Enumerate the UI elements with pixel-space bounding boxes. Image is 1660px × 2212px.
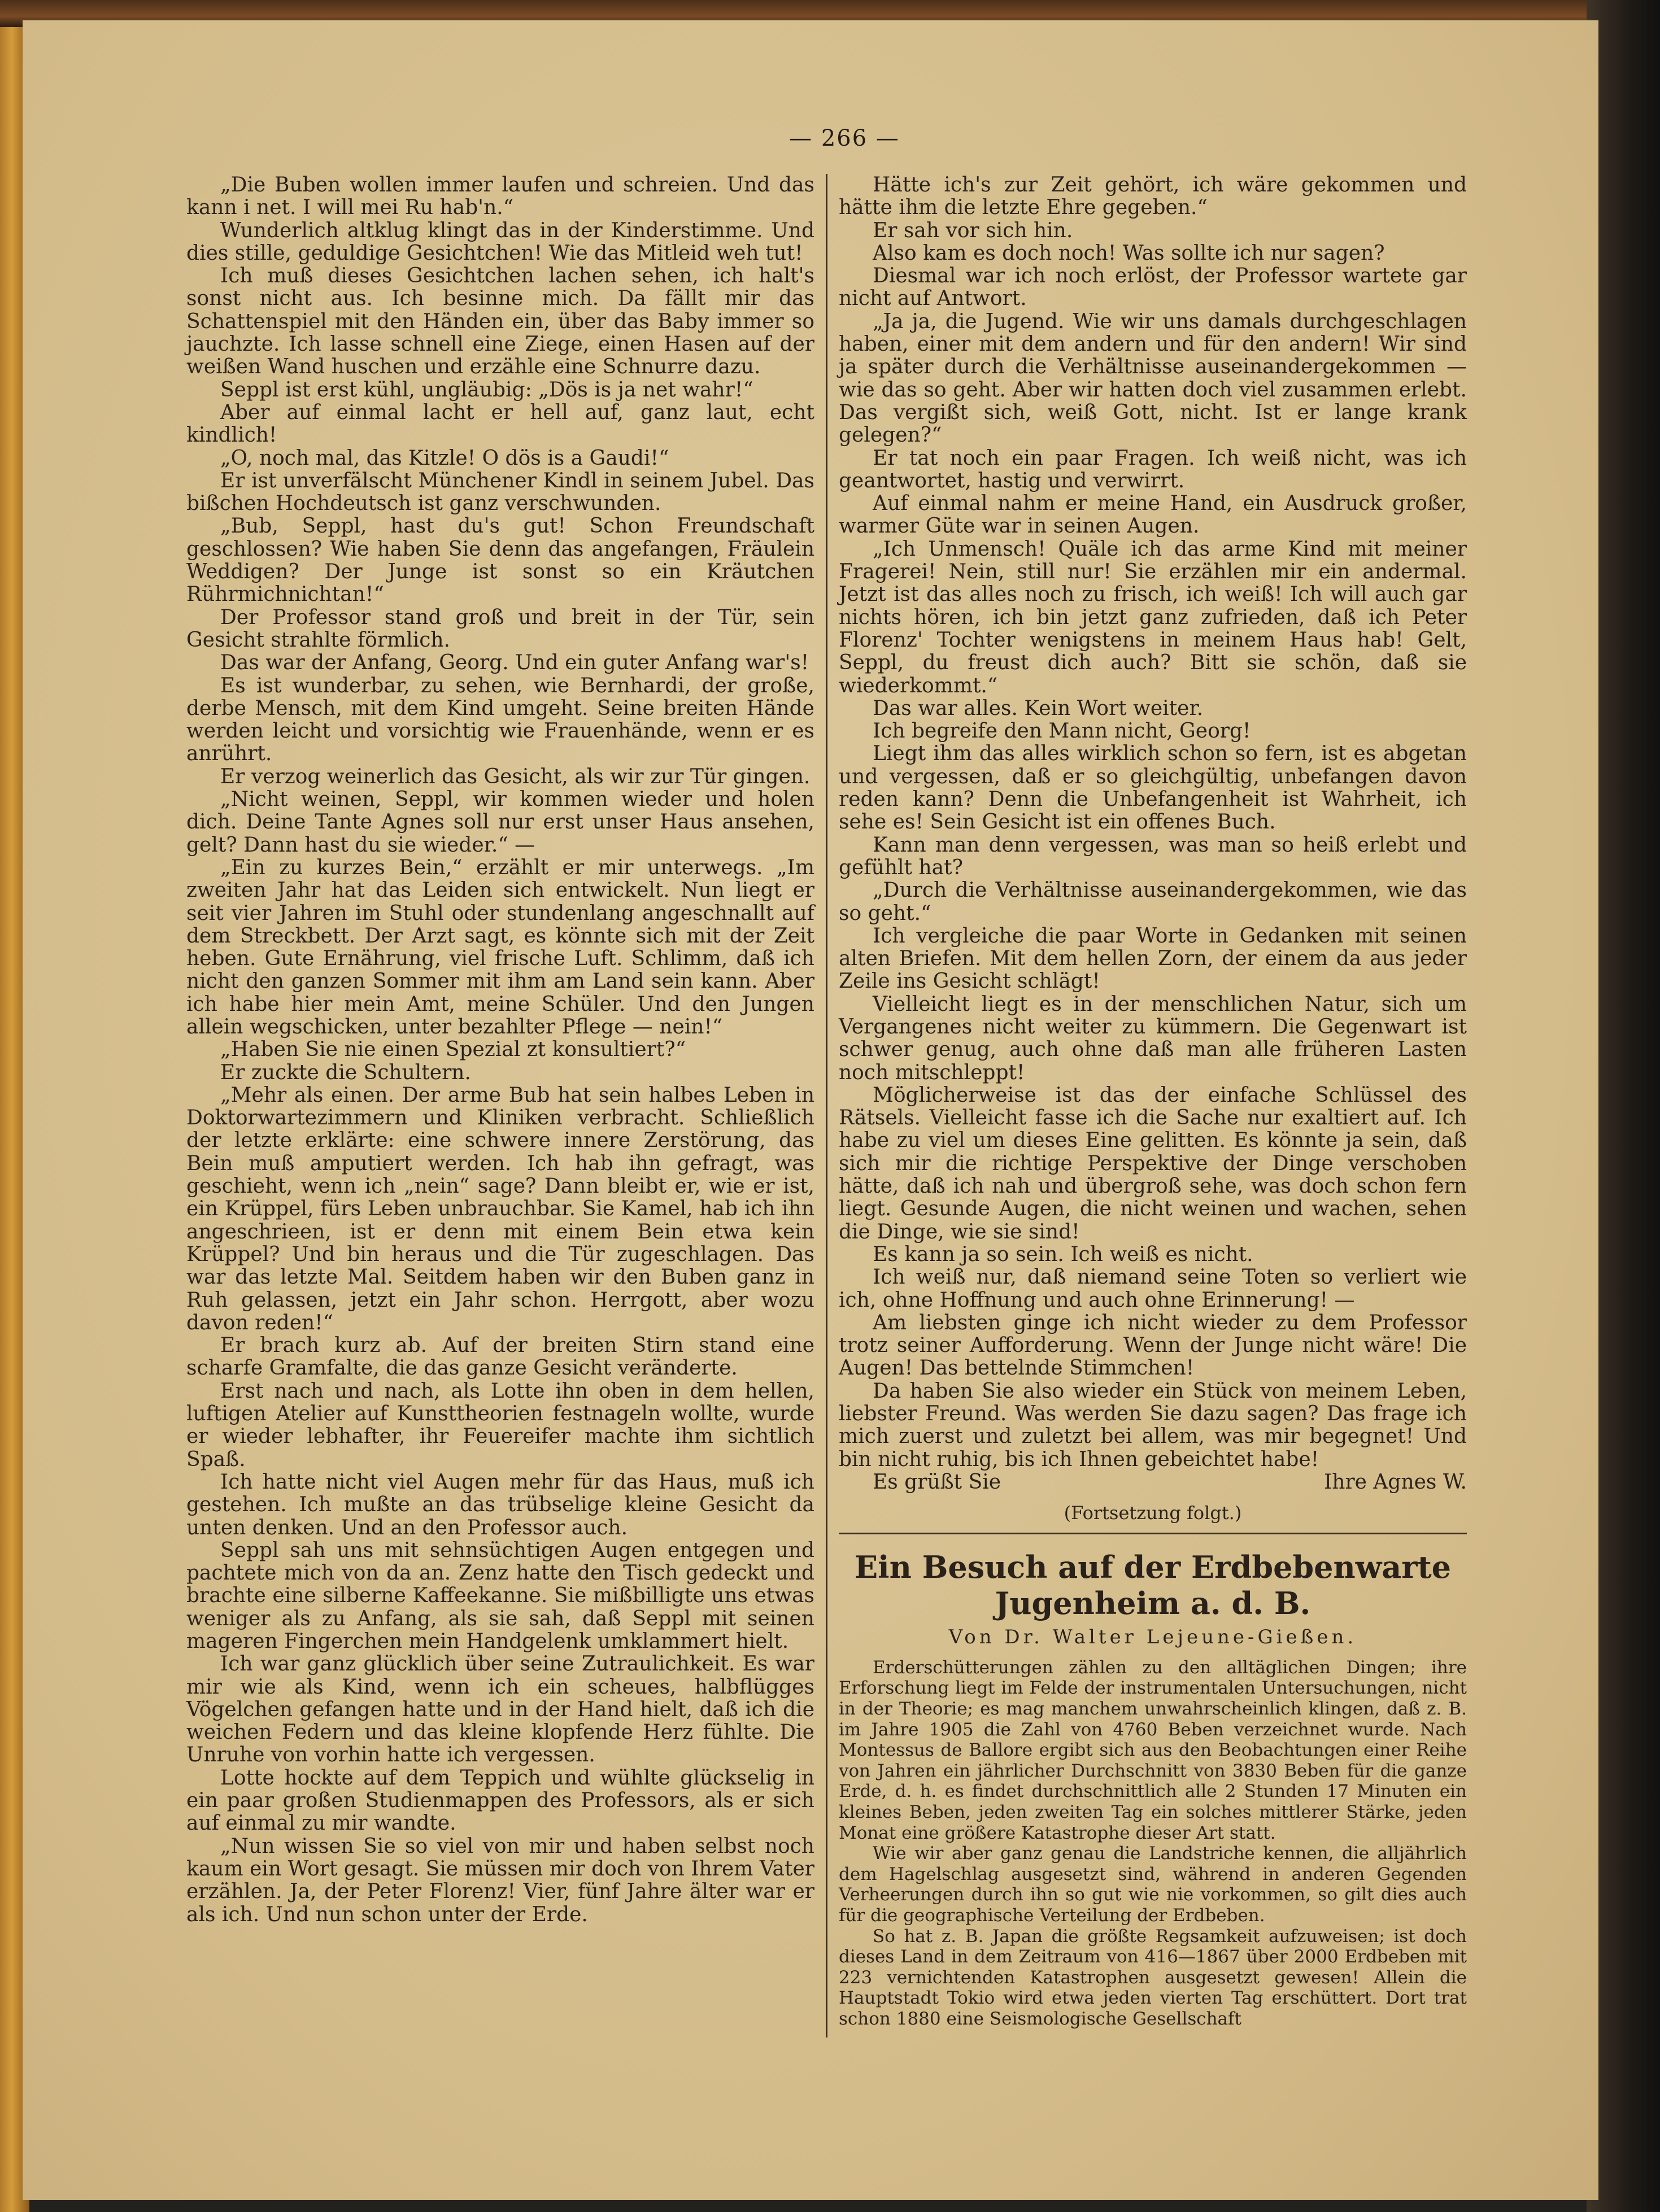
paragraph: „Nun wissen Sie so viel von mir und haben selbst noch kaum ein Wort gesagt. Sie müssen mir doch von Ihrem Vater erzählen. Ja, der Peter Florenz! Vier, fünf Jahre älter war er als ich. Und nun schon unter der Erde. xyxy=(186,1834,814,1926)
paragraph: Der Professor stand groß und breit in der Tür, sein Gesicht strahlte förmlich. xyxy=(186,605,814,652)
paragraph: Aber auf einmal lacht er hell auf, ganz laut, echt kindlich! xyxy=(186,400,814,447)
paragraph: Diesmal war ich noch erlöst, der Professor wartete gar nicht auf Antwort. xyxy=(839,264,1467,311)
right-column xyxy=(839,174,1467,2030)
article-byline: Von Dr. Walter Lejeune-Gießen. xyxy=(948,1625,1357,1648)
paragraph: Ich war ganz glücklich über seine Zutraulichkeit. Es war mir wie als Kind, wenn ich ein scheues, halbflügges Vögelchen gefangen hatte und in der Hand hielt, daß ich die weichen Federn und das kleine klopfende Herz fühlte. Die Unruhe von vorhin hatte ich vergessen. xyxy=(186,1652,814,1767)
paragraph: Kann man denn vergessen, was man so heiß erlebt und gefühlt hat? xyxy=(839,833,1467,879)
paragraph: So hat z. B. Japan die größte Regsamkeit aufzuweisen; ist doch dieses Land in dem Zeitraum von 416—1867 über 2000 Erdbeben mit 223 vernichtenden Katastrophen ausgesetzt gewesen! Allein die Hauptstadt Tokio wird etwa jeden vierten Tag erschüttert. Dort trat schon 1880 eine Seismologische Gesellschaft xyxy=(839,1926,1467,2029)
page-number: — 266 — xyxy=(789,125,900,151)
paragraph: Vielleicht liegt es in der menschlichen Natur, sich um Vergangenes nicht weiter zu kümmern. Die Gegenwart ist schwer genug, auch ohne daß man alle früheren Lasten noch mitschleppt! xyxy=(839,992,1467,1084)
greeting-signature: Ihre Agnes W. xyxy=(1324,1470,1467,1494)
paragraph: Da haben Sie also wieder ein Stück von meinem Leben, liebster Freund. Was werden Sie dazu sagen? Das frage ich mich zuerst und zuletzt bei allem, was mir begegnet! Und bin nicht ruhig, bis ich Ihnen gebeichtet habe! xyxy=(839,1379,1467,1471)
paragraph: Möglicherweise ist das der einfache Schlüssel des Rätsels. Vielleicht fasse ich die Sache nur exaltiert auf. Ich habe zu viel um dieses Eine gelitten. Es könnte ja sein, daß sich mir die richtige Perspektive der Dinge verschoben hätte, daß ich nah und übergroß sehe, was doch schon fern liegt. Gesunde Augen, die nicht weinen und wachen, sehen die Dinge, wie sie sind! xyxy=(839,1083,1467,1244)
paragraph: „Die Buben wollen immer laufen und schreien. Und das kann i net. I will mei Ru hab'n.“ xyxy=(186,173,814,220)
paragraph: „O, noch mal, das Kitzle! O dös is a Gaudi!“ xyxy=(220,446,669,470)
paragraph: Das war alles. Kein Wort weiter. xyxy=(873,696,1204,720)
article-title: Ein Besuch auf der Erdbebenwarte Jugenheim a. d. B. xyxy=(854,1548,1452,1621)
paragraph: Seppl ist erst kühl, ungläubig: „Dös is ja net wahr!“ xyxy=(220,378,753,402)
paragraph: „Mehr als einen. Der arme Bub hat sein halbes Leben in Doktorwartezimmern und Kliniken verbracht. Schließlich der letzte erklärte: eine schwere innere Zerstörung, das Bein muß amputiert werden. Ich hab ihn gefragt, was geschieht, wenn ich „nein“ sage? Dann bleibt er, wie er ist, ein Krüppel, fürs Leben unbrauchbar. Sie Kamel, hab ich ihn angeschrieen, ist er denn mit einem Bein etwa kein Krüppel? Und bin heraus und die Tür zugeschlagen. Das war das letzte Mal. Seitdem haben wir den Buben ganz in Ruh gelassen, jetzt ein Jahr schon. Herrgott, aber wozu davon reden!“ xyxy=(186,1083,814,1334)
paragraph: Ich weiß nur, daß niemand seine Toten so verliert wie ich, ohne Hoffnung und auch ohne Erinnerung! — xyxy=(839,1266,1467,1312)
paragraph: Er ist unverfälscht Münchener Kindl in seinem Jubel. Das bißchen Hochdeutsch ist ganz verschwunden. xyxy=(186,469,814,516)
paragraph: Er sah vor sich hin. xyxy=(873,219,1073,242)
paragraph: „Durch die Verhältnisse auseinandergekommen, wie das so geht.“ xyxy=(839,879,1467,925)
paragraph: Erderschütterungen zählen zu den alltäglichen Dingen; ihre Erforschung liegt im Felde der instrumentalen Untersuchungen, nicht in der Theorie; es mag manchem unwahrscheinlich klingen, daß z. B. im Jahre 1905 die Zahl von 4760 Beben verzeichnet wurde. Nach Montessus de Ballore ergibt sich aus den Beobachtungen einer Reihe von Jahren ein jährlicher Durchschnitt von 3830 Beben für die ganze Erde, d. h. es findet durchschnittlich alle 2 Stunden 17 Minuten ein kleines Beben, jeden zweiten Tag ein solches mittlerer Stärke, jeden Monat eine größere Katastrophe dieser Art statt. xyxy=(839,1657,1467,1843)
article-body xyxy=(839,1657,1467,2030)
paragraph: Er brach kurz ab. Auf der breiten Stirn stand eine scharfe Gramfalte, die das ganze Gesicht veränderte. xyxy=(186,1334,814,1380)
paragraph: Erst nach und nach, als Lotte ihn oben in dem hellen, luftigen Atelier auf Kunsttheorien festnageln wollte, wurde er wieder lebhafter, ihr Feuereifer machte ihm sichtlich Spaß. xyxy=(186,1379,814,1471)
paragraph: Wunderlich altklug klingt das in der Kinderstimme. Und dies stille, geduldige Gesichtchen! Wie das Mitleid weh tut! xyxy=(186,219,814,265)
left-column xyxy=(186,174,814,1926)
continuation-note: (Fortsetzung folgt.) xyxy=(1064,1502,1242,1524)
paragraph: Auf einmal nahm er meine Hand, ein Ausdruck großer, warmer Güte war in seinen Augen. xyxy=(839,492,1467,538)
paragraph: „Ja ja, die Jugend. Wie wir uns damals durchgeschlagen haben, einer mit dem andern und für den andern! Wir sind ja später durch die Verhältnisse auseinandergekommen — wie das so geht. Aber wir hatten doch viel zusammen erlebt. Das vergißt sich, weiß Gott, nicht. Ist er lange krank gelegen?“ xyxy=(839,309,1467,447)
paragraph: Ich hatte nicht viel Augen mehr für das Haus, muß ich gestehen. Ich mußte an das trübselige kleine Gesicht da unten denken. Und an den Professor auch. xyxy=(186,1470,814,1539)
paragraph: Lotte hockte auf dem Teppich und wühlte glückselig in ein paar großen Studienmappen des Professors, als er sich auf einmal zu mir wandte. xyxy=(186,1766,814,1835)
paragraph: Ich muß dieses Gesichtchen lachen sehen, ich halt's sonst nicht aus. Ich besinne mich. Da fällt mir das Schattenspiel mit den Händen ein, über das Baby immer so jauchzte. Ich lasse schnell eine Ziege, einen Hasen auf der weißen Wand huschen und erzähle eine Schnurre dazu. xyxy=(186,264,814,379)
paragraph: Es ist wunderbar, zu sehen, wie Bernhardi, der große, derbe Mensch, mit dem Kind umgeht. Seine breiten Hände werden leicht und vorsichtig wie Frauenhände, wenn er es anrührt. xyxy=(186,674,814,766)
paragraph: „Haben Sie nie einen Spezial zt konsultiert?“ xyxy=(220,1038,686,1062)
paragraph: Wie wir aber ganz genau die Landstriche kennen, die alljährlich dem Hagelschlag ausgesetzt sind, während in anderen Gegenden Verheerungen durch ihn so gut wie nie vorkommen, so gilt dies auch für die geographische Verteilung der Erdbeben. xyxy=(839,1843,1467,1926)
right-column-paragraphs xyxy=(839,174,1467,1471)
paragraph: Er zuckte die Schultern. xyxy=(220,1061,471,1084)
paragraph: Er verzog weinerlich das Gesicht, als wir zur Tür gingen. xyxy=(220,765,811,788)
paragraph: „Ich Unmensch! Quäle ich das arme Kind mit meiner Fragerei! Nein, still nur! Sie erzählen mir ein andermal. Jetzt ist das alles noch zu frisch, ich weiß! Ich will auch gar nichts hören, ich bin jetzt ganz zufrieden, daß ich Peter Florenz' Tochter wenigstens in meinem Haus hab! Gelt, Seppl, du freust dich auch? Bitt sie schön, daß sie wiederkommt.“ xyxy=(839,537,1467,697)
paragraph: Ich vergleiche die paar Worte in Gedanken mit seinen alten Briefen. Mit dem hellen Zorn, der einem da aus jeder Zeile ins Gesicht schlägt! xyxy=(839,924,1467,993)
column-divider xyxy=(826,174,827,2038)
paragraph: Seppl sah uns mit sehnsüchtigen Augen entgegen und pachtete mich von da an. Zenz hatte den Tisch gedeckt und brachte eine silberne Kaffeekanne. Sie mißbilligte uns etwas weniger als zu Anfang, als sie sah, daß Seppl mit seinen mageren Fingerchen mein Handgelenk umklammert hielt. xyxy=(186,1538,814,1653)
paragraph: „Bub, Seppl, hast du's gut! Schon Freundschaft geschlossen? Wie haben Sie denn das angefangen, Fräulein Weddigen? Der Junge ist sonst so ein Kräutchen Rührmichnichtan!“ xyxy=(186,514,814,607)
paragraph: „Ein zu kurzes Bein,“ erzählt er mir unterwegs. „Im zweiten Jahr hat das Leiden sich entwickelt. Nun liegt er seit vier Jahren im Stuhl oder stundenlang angeschnallt auf dem Streckbett. Der Arzt sagt, es könnte sich mit der Zeit heben. Gute Ernährung, viel frische Luft. Schlimm, daß ich nicht den ganzen Sommer mit ihm am Land sein kann. Aber ich habe hier mein Amt, meine Schüler. Und den Jungen allein wegschicken, unter bezahlter Pflege — nein!“ xyxy=(186,856,814,1039)
paragraph: Am liebsten ginge ich nicht wieder zu dem Professor trotz seiner Aufforderung. Wenn der Junge nicht wäre! Die Augen! Das bettelnde Stimmchen! xyxy=(839,1311,1467,1380)
paragraph: Also kam es doch noch! Was sollte ich nur sagen? xyxy=(873,241,1385,265)
section-rule xyxy=(839,1533,1467,1534)
letter-greeting xyxy=(839,1471,1467,1494)
paragraph: Er tat noch ein paar Fragen. Ich weiß nicht, was ich geantwortet, hastig und verwirrt. xyxy=(839,446,1467,492)
paragraph: Es kann ja so sein. Ich weiß es nicht. xyxy=(873,1242,1253,1266)
greeting-left: Es grüßt Sie xyxy=(873,1470,1001,1494)
paragraph: Hätte ich's zur Zeit gehört, ich wäre gekommen und hätte ihm die letzte Ehre gegeben.“ xyxy=(839,173,1467,220)
paragraph: „Nicht weinen, Seppl, wir kommen wieder und holen dich. Deine Tante Agnes soll nur erst unser Haus ansehen, gelt? Dann hast du sie wieder.“ — xyxy=(186,788,814,857)
paragraph: Ich begreife den Mann nicht, Georg! xyxy=(873,719,1251,743)
paragraph: Liegt ihm das alles wirklich schon so fern, ist es abgetan und vergessen, daß er so gleichgültig, unbefangen davon reden kann? Denn die Unbefangenheit ist Wahrheit, ich sehe es! Sein Gesicht ist ein offenes Buch. xyxy=(839,742,1467,834)
paragraph: Das war der Anfang, Georg. Und ein guter Anfang war's! xyxy=(220,651,809,675)
